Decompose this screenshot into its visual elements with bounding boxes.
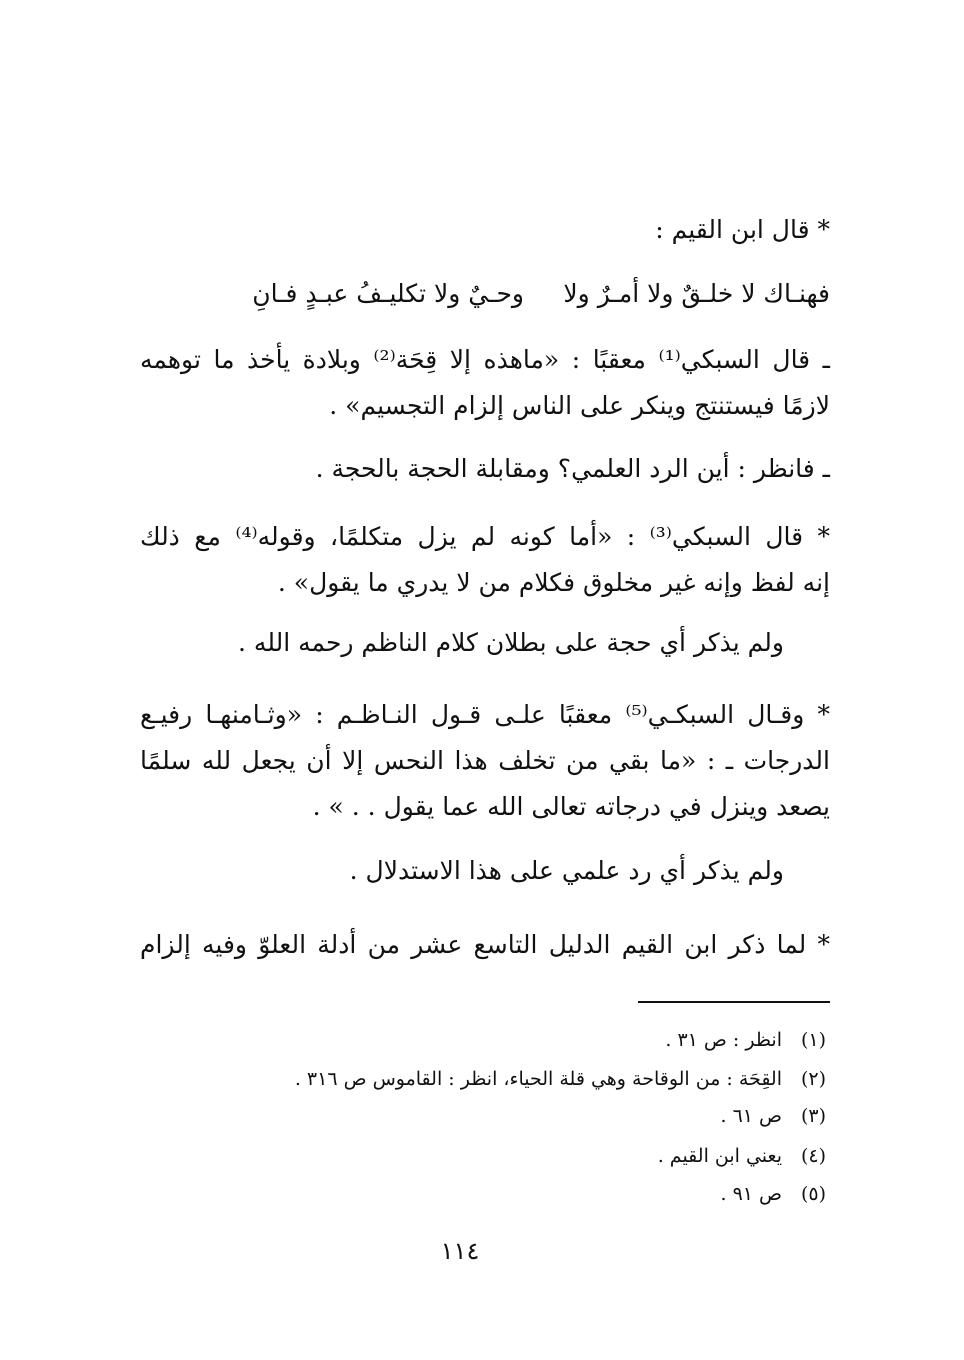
footnote-2 [295, 1065, 826, 1093]
footnote-text: القِحَة : من الوقاحة وهي قلة الحياء، انظر : القاموس ص ٣١٦ . [294, 1068, 782, 1090]
paragraph-subki-3-line-3: يصعد وينزل في درجاته تعالى الله عما يقول . . » . [312, 792, 830, 821]
footnote-number: (٢) [800, 1068, 826, 1090]
footnote-text: انظر : ص ٣١ . [665, 1029, 782, 1051]
footnote-3 [720, 1102, 826, 1130]
footnote-number: (٤) [800, 1145, 826, 1167]
paragraph-no-proof: ولم يذكر أي حجة على بطلان كلام الناظم رحمه الله . [238, 628, 784, 657]
footnote-text: ص ٩١ . [720, 1183, 782, 1205]
paragraph-subki-3-line-2: الدرجات ـ : «ما بقي من تخلف هذا النحس إلا أن يجعل لله سلمًا [140, 746, 830, 775]
verse-second-hemistich: وحـيٌ ولا تكليـفُ عبـدٍ فـانِ [252, 279, 524, 308]
footnote-number: (٥) [800, 1183, 826, 1205]
paragraph-subki-2-line-2: إنه لفظ وإنه غير مخلوق فكلام من لا يدري ما يقول» . [277, 568, 830, 597]
paragraph-subki-3-line-1: * وقـال السبكـي⁽⁵⁾ معقبًا علـى قـول النـاظـم : «وثـامنهـا رفيـع [140, 700, 830, 729]
paragraph-subki-1-line-2: لازمًا فيستنتج وينكر على الناس إلزام التجسيم» . [329, 391, 830, 420]
verse-first-hemistich: فهنـاك لا خلـقٌ ولا أمـرٌ ولا [563, 279, 830, 308]
footnote-number: (٣) [800, 1105, 826, 1127]
paragraph-look-line: ـ فانظر : أين الرد العلمي؟ ومقابلة الحجة بالحجة . [315, 454, 830, 483]
paragraph-no-scholarly-reply: ولم يذكر أي رد علمي على هذا الاستدلال . [349, 856, 784, 885]
paragraph-subki-2-line-1: * قال السبكي⁽³⁾ : «أما كونه لم يزل متكلمًا، وقوله⁽⁴⁾ مع ذلك [140, 522, 830, 551]
paragraph-heading-ibn-alqayyim: * قال ابن القيم : [655, 215, 830, 244]
footnote-separator [638, 1001, 830, 1003]
page-number: ١١٤ [440, 1237, 480, 1265]
footnote-1 [665, 1026, 826, 1054]
footnote-4 [658, 1142, 826, 1170]
footnote-5 [720, 1180, 826, 1208]
footnote-text: يعني ابن القيم . [657, 1145, 782, 1167]
footnote-number: (١) [800, 1029, 826, 1051]
paragraph-subki-1-line-1: ـ قال السبكي⁽¹⁾ معقبًا : «ماهذه إلا قِحَة⁽²⁾ وبلادة يأخذ ما توهمه [140, 345, 830, 374]
footnote-text: ص ٦١ . [720, 1105, 782, 1127]
paragraph-nineteenth-proof: * لما ذكر ابن القيم الدليل التاسع عشر من أدلة العلوّ وفيه إلزام [140, 930, 830, 959]
